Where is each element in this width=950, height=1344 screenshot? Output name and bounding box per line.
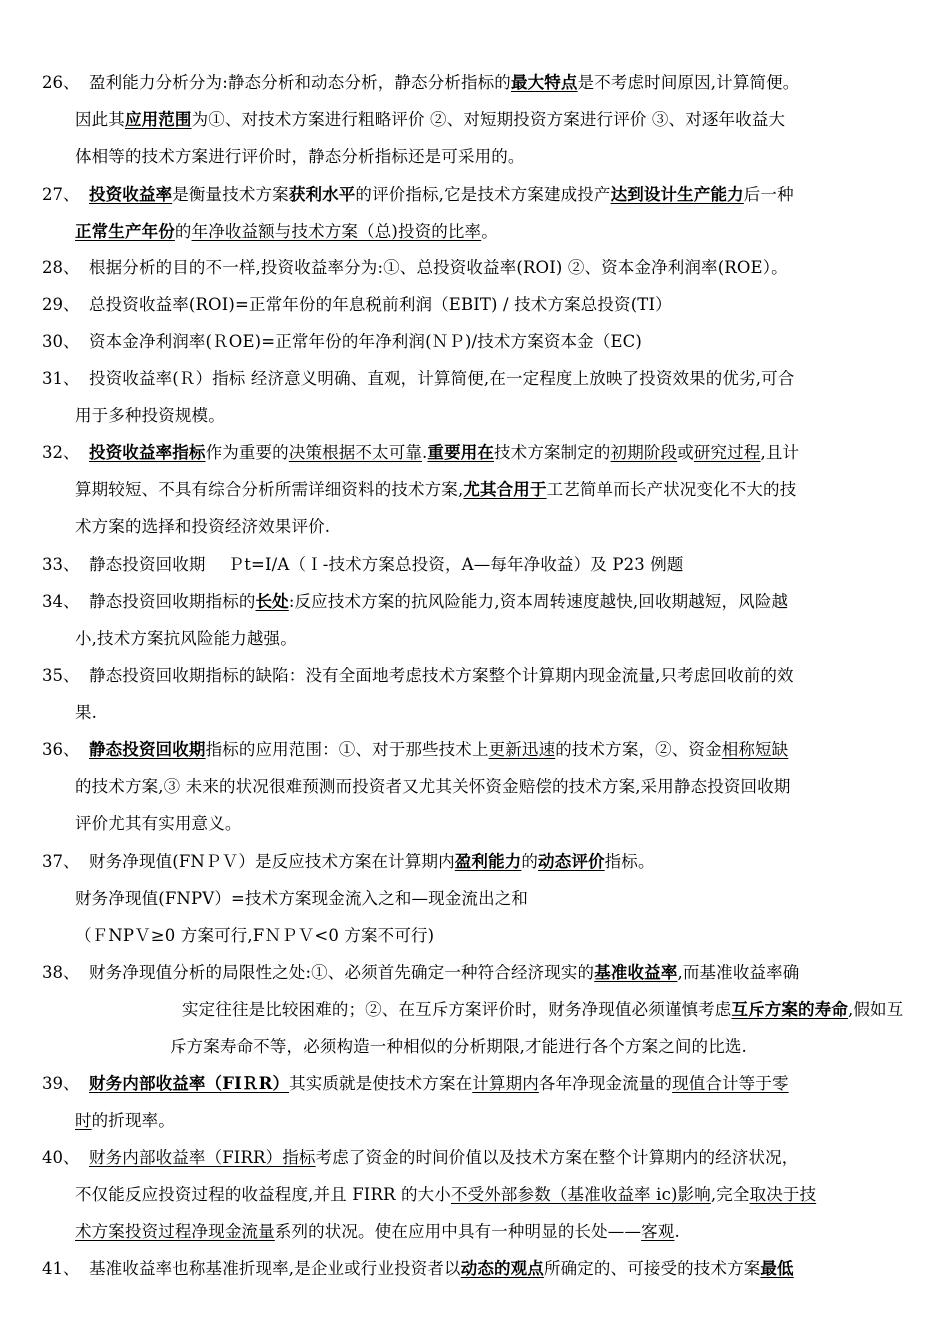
text-segment: 更新迅速 xyxy=(488,740,556,759)
emphasis-text: 应用范围 xyxy=(124,110,192,129)
emphasis-text: 投资收益率 xyxy=(89,185,173,204)
text-line xyxy=(75,694,97,731)
text-segment: 指标。 xyxy=(604,852,655,871)
text-segment: 作为重要的 xyxy=(205,443,289,462)
item-number: 40、 xyxy=(42,1148,80,1167)
text-segment: 取决于技 xyxy=(749,1185,817,1204)
text-segment: 的 xyxy=(174,222,192,241)
text-line xyxy=(89,249,788,286)
text-segment: 客观 xyxy=(641,1222,675,1241)
text-segment: 不仅能反应投资过程的收益程度,并且 FIRR 的大小 xyxy=(75,1185,451,1204)
text-segment: 考虑了资金的时间价值以及技术方案在整个计算期内的经济状况， xyxy=(315,1148,799,1167)
item-number: 32、 xyxy=(42,443,80,462)
text-segment: 评价尤其有实用意义。 xyxy=(75,814,242,833)
text-line xyxy=(75,917,434,954)
item-number: 38、 xyxy=(42,963,80,982)
text-segment: 其实质就是使技术方案在 xyxy=(289,1074,473,1093)
text-segment: （ＦNPＶ≥0 方案可行,FＮＰＶ<0 方案不可行) xyxy=(75,926,435,945)
text-segment: 或 xyxy=(677,443,694,462)
text-segment: 。 xyxy=(481,222,498,241)
emphasis-text: 达到设计生产能力 xyxy=(610,185,744,204)
text-segment: 财务净现值分析的局限性之处:①、必须首先确定一种符合经济现实的 xyxy=(89,963,595,982)
text-segment: 为①、对技术方案进行粗略评价 ②、对短期投资方案进行评价 ③、对逐年收益大 xyxy=(191,110,786,129)
item-number: 29、 xyxy=(42,295,80,314)
text-segment: 财务净现值(FNＰＶ）是反应技术方案在计算期内 xyxy=(89,852,455,871)
text-segment: 决策根据不太可靠 xyxy=(288,443,423,462)
emphasis-text: 投资收益率指标 xyxy=(89,443,206,462)
text-segment: 的 xyxy=(521,852,539,871)
text-segment: ,且计 xyxy=(760,443,800,462)
text-segment: 后一种 xyxy=(743,185,794,204)
text-line xyxy=(75,620,297,657)
text-segment: 的折现率。 xyxy=(91,1111,175,1130)
item-number: 36、 xyxy=(42,740,80,759)
emphasis-text: 静态投资回收期 xyxy=(89,740,206,759)
text-segment: 不受外部参数（基准收益率 ic)影响 xyxy=(450,1185,711,1204)
text-segment: ,而基准收益率确 xyxy=(677,963,800,982)
emphasis-text: 基准收益率 xyxy=(594,963,678,982)
text-line xyxy=(89,1065,789,1102)
text-segment: 用于多种投资规模。 xyxy=(75,406,225,425)
text-line xyxy=(89,657,794,694)
text-segment: . xyxy=(422,443,428,462)
item-number: 33、 xyxy=(42,555,80,574)
text-segment: 静态投资回收期 Ｐt=I/A（Ｉ-技术方案总投资，A—每年净收益）及 P23 例题 xyxy=(89,555,684,574)
text-segment: 指标的应用范围：①、对于那些技术上 xyxy=(205,740,489,759)
text-segment: ,假如互 xyxy=(848,1000,904,1019)
emphasis-text: 长处 xyxy=(255,592,289,611)
text-segment: 因此其 xyxy=(75,110,125,129)
text-segment: 基准收益率也称基准折现率,是企业或行业投资者以 xyxy=(89,1259,461,1278)
text-segment: 时 xyxy=(75,1111,92,1130)
text-line xyxy=(75,1102,175,1139)
item-number: 37、 xyxy=(42,852,80,871)
text-line xyxy=(75,213,498,250)
text-segment: 年净收益额与技术方案（总)投资的比率 xyxy=(191,222,482,241)
text-segment: 财务净现值(FNPV）=技术方案现金流入之和—现金流出之和 xyxy=(75,889,529,908)
text-segment: 实定往往是比较困难的；②、在互斥方案评价时，财务净现值必须谨慎考虑 xyxy=(182,1000,732,1019)
text-line xyxy=(75,880,528,917)
item-number: 26、 xyxy=(42,73,80,92)
item-number: 34、 xyxy=(42,592,80,611)
emphasis-text: 动态的观点 xyxy=(460,1259,544,1278)
text-segment: 是不考虑时间原因,计算简便。 xyxy=(577,73,800,92)
text-line xyxy=(75,1213,680,1250)
text-segment: 资本金净利润率(ＲOE)=正常年份的年净利润(ＮＰ)/技术方案资本金（EC) xyxy=(89,332,643,351)
text-segment: 的技术方案,③ 未来的状况很难预测而投资者又尤其关怀资金赔偿的技术方案,采用静态投资回收期 xyxy=(75,777,791,796)
item-number: 41、 xyxy=(42,1259,80,1278)
text-line xyxy=(89,323,642,360)
text-segment: 研究过程 xyxy=(693,443,761,462)
text-segment: 是衡量技术方案 xyxy=(172,185,289,204)
emphasis-text: 最大特点 xyxy=(510,73,578,92)
text-line xyxy=(170,1028,747,1065)
text-line xyxy=(75,101,785,138)
text-segment: :反应技术方案的抗风险能力,资本周转速度越快,回收期越短，风险越 xyxy=(288,592,789,611)
emphasis-text: 尤其合用于 xyxy=(463,480,547,499)
text-line xyxy=(182,991,903,1028)
text-segment: 体相等的技术方案进行评价时，静态分析指标还是可采用的。 xyxy=(75,147,525,166)
text-segment: 总投资收益率(ROI)=正常年份的年息税前利润（EBIT) / 技术方案总投资(TI） xyxy=(89,295,672,314)
text-segment: 系列的状况。使在应用中具有一种明显的长处—— xyxy=(274,1222,642,1241)
text-segment: 财务内部收益率（FIRR）指标 xyxy=(89,1148,316,1167)
emphasis-text: 正常生产年份 xyxy=(75,222,175,241)
text-segment: 算期较短、不具有综合分析所需详细资料的技术方案, xyxy=(75,480,464,499)
item-number: 39、 xyxy=(42,1074,80,1093)
text-line xyxy=(89,176,794,213)
item-number: 31、 xyxy=(42,369,80,388)
text-segment: 盈利能力分析分为:静态分析和动态分析，静态分析指标的 xyxy=(89,73,511,92)
text-line xyxy=(75,1176,816,1213)
text-segment: 果. xyxy=(75,703,98,722)
emphasis-text: 重要用在 xyxy=(427,443,495,462)
text-line xyxy=(89,583,788,620)
text-segment: 初期阶段 xyxy=(610,443,678,462)
text-line xyxy=(75,805,242,842)
text-line xyxy=(75,508,330,545)
text-segment: 计算期内 xyxy=(472,1074,539,1093)
text-line xyxy=(89,731,788,768)
emphasis-text: 最低 xyxy=(760,1259,794,1278)
text-segment: 根据分析的目的不一样,投资收益率分为:①、总投资收益率(ROI) ②、资本金净利润率(ROE）。 xyxy=(89,258,788,277)
emphasis-text: 获利水平 xyxy=(288,185,356,204)
text-segment: 静态投资回收期指标的缺陷：没有全面地考虑技术方案整个计算期内现金流量,只考虑回收前的效 xyxy=(89,666,794,685)
item-number: 28、 xyxy=(42,258,80,277)
item-number: 30、 xyxy=(42,332,80,351)
text-segment: 术方案的选择和投资经济效果评价. xyxy=(75,517,331,536)
text-line xyxy=(89,843,655,880)
text-line xyxy=(89,546,684,583)
text-line xyxy=(89,1139,798,1176)
item-number: 27、 xyxy=(42,185,80,204)
emphasis-text: 互斥方案的寿命 xyxy=(731,1000,849,1019)
text-line xyxy=(75,397,225,434)
emphasis-text: 财务内部收益率（FIＲR） xyxy=(89,1074,290,1093)
text-segment: 所确定的、可接受的技术方案 xyxy=(543,1259,761,1278)
text-segment: 相称短缺 xyxy=(721,740,789,759)
text-line xyxy=(75,471,796,508)
text-line xyxy=(89,286,672,323)
text-segment: . xyxy=(674,1222,680,1241)
text-line xyxy=(89,434,799,471)
text-segment: 的评价指标,它是技术方案建成投产 xyxy=(355,185,611,204)
text-segment: 现值合计等于零 xyxy=(672,1074,789,1093)
text-segment: 各年净现金流量的 xyxy=(538,1074,673,1093)
text-segment: 投资收益率(Ｒ）指标 经济意义明确、直观，计算简便,在一定程度上放映了投资效果的优劣,可合 xyxy=(89,369,795,388)
emphasis-text: 盈利能力 xyxy=(454,852,522,871)
text-segment: 技术方案制定的 xyxy=(494,443,611,462)
text-segment: 的技术方案，②、资金 xyxy=(555,740,722,759)
text-segment: 静态投资回收期指标的 xyxy=(89,592,256,611)
text-segment: 工艺简单而长产状况变化不大的技 xyxy=(546,480,797,499)
text-segment: ,完全 xyxy=(710,1185,750,1204)
text-line xyxy=(75,138,525,175)
text-line xyxy=(89,1250,794,1287)
emphasis-text: 动态评价 xyxy=(538,852,605,871)
item-number: 35、 xyxy=(42,666,80,685)
text-line xyxy=(89,360,794,397)
text-segment: 小,技术方案抗风险能力越强。 xyxy=(75,629,297,648)
text-line xyxy=(75,768,790,805)
text-segment: 斥方案寿命不等，必须构造一种相似的分析期限,才能进行各个方案之间的比选. xyxy=(170,1037,747,1056)
text-line xyxy=(89,64,799,101)
text-line xyxy=(89,954,799,991)
text-segment: 术方案投资过程净现金流量 xyxy=(75,1222,275,1241)
